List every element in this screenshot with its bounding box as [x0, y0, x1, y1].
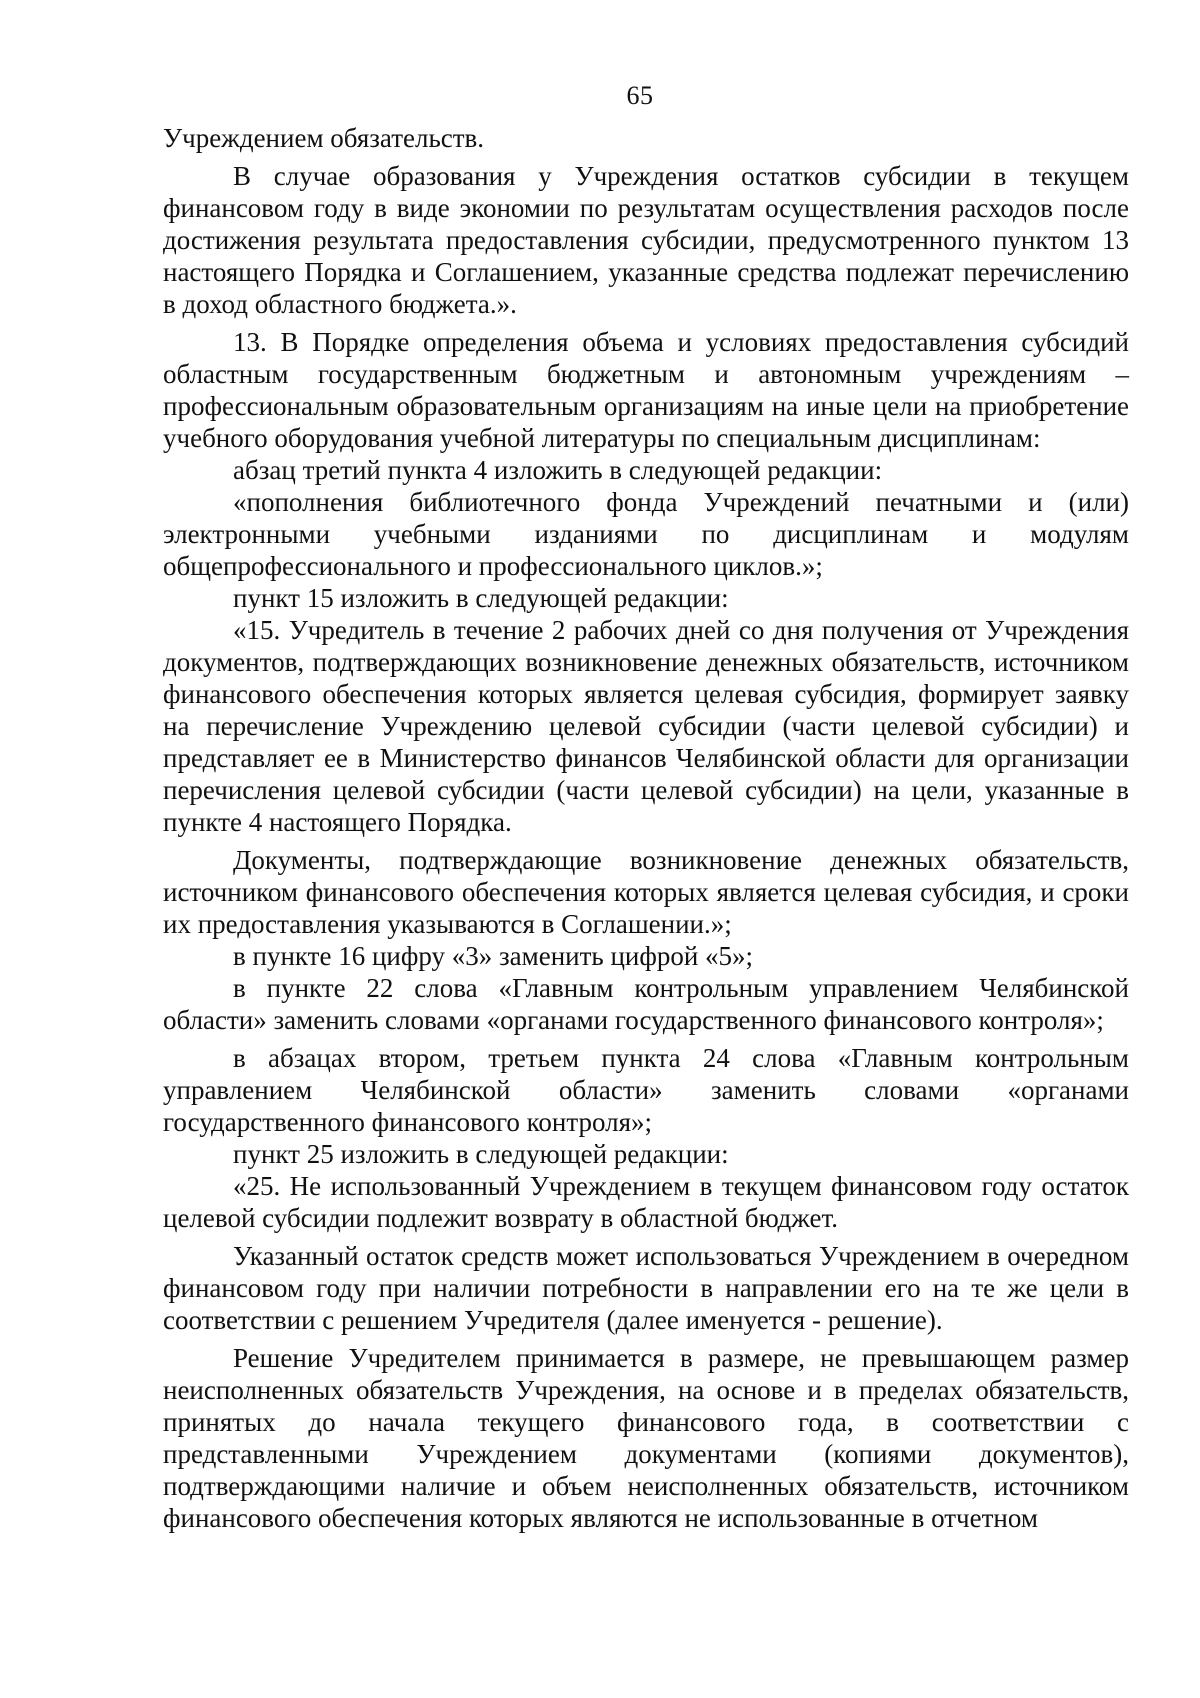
paragraph-3: 13. В Порядке определения объема и условиях предоставления субсидий областным государственным бюджетным и автономным учреждениям – профессиональным образовательным организациям на иные цели на приобретение учебного оборудования учебной литературы по специальным дисциплинам:: [163, 327, 1129, 453]
paragraph-2: В случае образования у Учреждения остатков субсидии в текущем финансовом году в виде экономии по результатам осуществления расходов после достижения результата предоставления субсидии, предусмотренного пунктом 13 настоящего Порядка и Соглашением, указанные средства подлежат перечислению в доход областного бюджета.».: [163, 161, 1129, 319]
paragraph-6: пункт 15 изложить в следующей редакции:: [233, 583, 729, 613]
paragraph-7: «15. Учредитель в течение 2 рабочих дней со дня получения от Учреждения документов, подтверждающих возникновение денежных обязательств, источником финансового обеспечения которых является целевая субсидия, формирует заявку на перечисление Учреждению целевой субсидии (части целевой субсидии) и представляет ее в Министерство финансов Челябинской области для организации перечисления целевой субсидии (части целевой субсидии) на цели, указанные в пункте 4 настоящего Порядка.: [163, 615, 1129, 837]
paragraph-5: «пополнения библиотечного фонда Учреждений печатными и (или) электронными учебными изданиями по дисциплинам и модулям общепрофессионального и профессионального циклов.»;: [163, 487, 1129, 581]
paragraph-8: Документы, подтверждающие возникновение денежных обязательств, источником финансового обеспечения которых является целевая субсидия, и сроки их предоставления указываются в Соглашении.»;: [163, 845, 1129, 939]
paragraph-10: в пункте 22 слова «Главным контрольным управлением Челябинской области» заменить словами «органами государственного финансового контроля»;: [163, 973, 1129, 1035]
paragraph-13: «25. Не использованный Учреждением в текущем финансовом году остаток целевой субсидии подлежит возврату в областной бюджет.: [163, 1171, 1129, 1233]
paragraph-15: Решение Учредителем принимается в размере, не превышающем размер неисполненных обязательств Учреждения, на основе и в пределах обязательств, принятых до начала текущего финансового года, в соответствии с представленными Учреждением документами (копиями документов), подтверждающими наличие и объем неисполненных обязательств, источником финансового обеспечения которых являются не использованные в отчетном: [163, 1343, 1129, 1533]
document-body: [163, 122, 1129, 1534]
paragraph-12: пункт 25 изложить в следующей редакции:: [233, 1139, 729, 1169]
paragraph-4: абзац третий пункта 4 изложить в следующей редакции:: [233, 455, 883, 485]
page-number: 65: [626, 81, 654, 110]
paragraph-9: в пункте 16 цифру «3» заменить цифрой «5»;: [233, 941, 754, 971]
paragraph-11: в абзацах втором, третьем пункта 24 слова «Главным контрольным управлением Челябинской области» заменить словами «органами государственного финансового контроля»;: [163, 1043, 1129, 1137]
paragraph-1: Учреждением обязательств.: [163, 123, 485, 153]
paragraph-14: Указанный остаток средств может использоваться Учреждением в очередном финансовом году при наличии потребности в направлении его на те же цели в соответствии с решением Учредителя (далее именуется - решение).: [163, 1241, 1129, 1335]
